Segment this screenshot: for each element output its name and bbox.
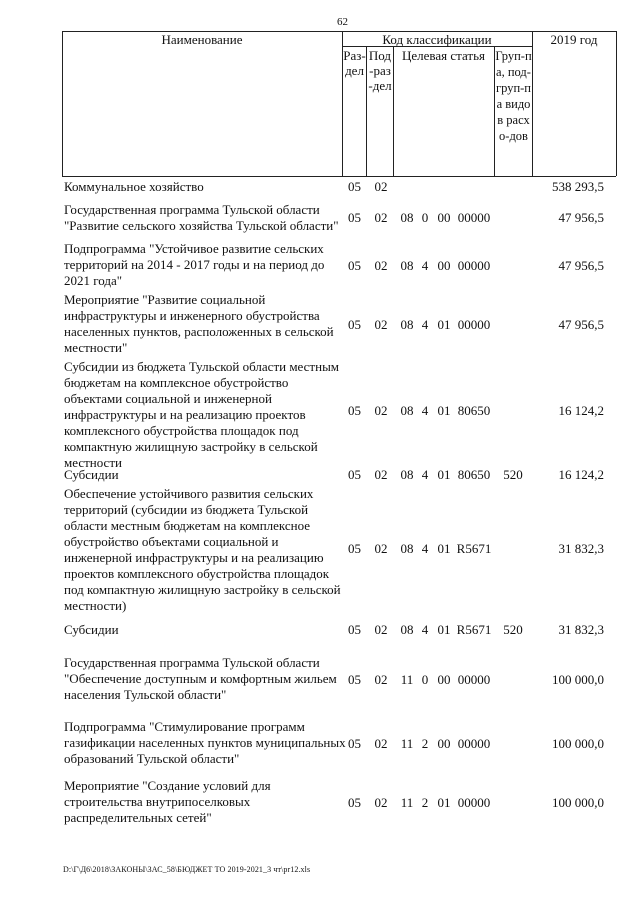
row-razdel: 05 [348,795,361,810]
row-razdel: 05 [348,672,361,687]
row-vr: 520 [503,467,523,482]
row-name: Обеспечение устойчивого развития сельских территорий (субсидии из бюджета Тульской области местным бюджетам на комплексное обустройство объектами социальной и инженерной инфраструктуры и на реализацию проектов комплексного обустройства площадок под компактную жилищную застройку в сельской местности) [64,486,341,613]
row-name: Коммунальное хозяйство [64,179,204,194]
row-cs-event: 01 [437,403,451,418]
header-divider-group [532,31,533,176]
row-razdel: 05 [348,622,361,637]
row-vr: 520 [503,622,523,637]
row-cs-program: 08 [400,541,414,556]
row-cs-subprogram: 4 [421,403,429,418]
row-podrazdel: 02 [374,467,388,482]
row-amount: 47 956,5 [558,317,604,332]
row-cs-event: 01 [437,467,451,482]
row-razdel: 05 [348,179,361,194]
row-cs-subprogram: 4 [421,467,429,482]
row-cs-subprogram: 4 [421,622,429,637]
row-cs-subprogram: 2 [421,736,429,751]
row-cs-program: 08 [400,317,414,332]
row-cs-subprogram: 4 [421,317,429,332]
row-cs-direction: 00000 [457,795,491,810]
row-cs-direction: 80650 [457,403,491,418]
row-cs-subprogram: 4 [421,258,429,273]
row-amount: 47 956,5 [558,258,604,273]
row-cs-direction: 00000 [457,258,491,273]
row-cs-direction: 00000 [457,210,491,225]
row-podrazdel: 02 [374,736,388,751]
header-target: Целевая статья [401,48,485,63]
row-amount: 47 956,5 [558,210,604,225]
row-razdel: 05 [348,210,361,225]
page-number: 62 [337,16,348,28]
row-cs-program: 11 [400,795,414,810]
row-cs-direction: 00000 [457,736,491,751]
row-name: Государственная программа Тульской области "Развитие сельского хозяйства Тульской области" [64,202,339,233]
row-podrazdel: 02 [374,541,388,556]
header-name: Наименование [161,32,243,47]
file-path-footer: D:\Г\Д6\2018\ЗАКОНЫ\ЗАС_58\БЮДЖЕТ ТО 2019-2021_3 чт\pr12.xls [63,865,311,874]
row-name: Субсидии из бюджета Тульской области местным бюджетам на комплексное обустройство объектами социальной и инженерной инфраструктуры и на реализацию проектов комплексного обустройства площадок под компактную жилищную застройку в сельской местности [64,359,340,470]
row-cs-program: 08 [400,467,414,482]
header-razdel: Раз-дел [343,48,366,78]
row-podrazdel: 02 [374,258,388,273]
row-amount: 31 832,3 [558,622,604,637]
row-cs-program: 08 [400,210,414,225]
row-razdel: 05 [348,736,361,751]
header-code-group: Код классификации [382,32,492,47]
row-amount: 16 124,2 [558,403,604,418]
row-amount: 100 000,0 [552,736,604,751]
row-cs-subprogram: 2 [421,795,429,810]
row-cs-event: 00 [437,258,451,273]
row-cs-event: 00 [437,672,451,687]
header-right-border [616,31,617,176]
row-name: Мероприятие "Создание условий для строительства внутрипоселковых распределительных сетей" [64,778,271,825]
row-name: Государственная программа Тульской области "Обеспечение доступным и комфортным жильем населения Тульской области" [64,655,337,702]
row-podrazdel: 02 [374,179,388,194]
row-podrazdel: 02 [374,403,388,418]
row-cs-subprogram: 0 [421,672,429,687]
header-divider-podrazdel [393,46,394,176]
header-group: Груп-па, под-груп-па видов расхо-дов [495,49,532,143]
row-cs-program: 08 [400,622,414,637]
row-name: Мероприятие "Развитие социальной инфраструктуры и инженерного обустройства населенных пунктов, расположенных в сельской местности" [64,292,334,355]
row-name: Подпрограмма "Устойчивое развитие сельских территорий на 2014 - 2017 годы и на период до 2021 года" [64,241,325,288]
row-cs-event: 00 [437,210,451,225]
row-name: Субсидии [64,467,119,482]
row-razdel: 05 [348,403,361,418]
header-year: 2019 год [550,32,598,47]
row-razdel: 05 [348,541,361,556]
row-amount: 538 293,5 [552,179,604,194]
row-amount: 31 832,3 [558,541,604,556]
row-podrazdel: 02 [374,622,388,637]
row-cs-subprogram: 4 [421,541,429,556]
row-name: Подпрограмма "Стимулирование программ газификации населенных пунктов муниципальных образований Тульской области" [64,719,346,766]
row-cs-event: 01 [437,622,451,637]
row-amount: 100 000,0 [552,672,604,687]
row-cs-program: 11 [400,736,414,751]
row-cs-direction: R5671 [456,622,492,637]
row-cs-event: 01 [437,541,451,556]
row-cs-direction: R5671 [456,541,492,556]
row-podrazdel: 02 [374,317,388,332]
row-cs-event: 01 [437,795,451,810]
row-cs-program: 08 [400,403,414,418]
row-podrazdel: 02 [374,210,388,225]
row-podrazdel: 02 [374,795,388,810]
row-cs-event: 01 [437,317,451,332]
row-cs-direction: 80650 [457,467,491,482]
header-left-border [62,31,63,176]
row-name: Субсидии [64,622,119,637]
row-cs-subprogram: 0 [421,210,429,225]
row-razdel: 05 [348,258,361,273]
header-podrazdel: Под-раз-дел [368,48,392,93]
row-razdel: 05 [348,467,361,482]
row-cs-direction: 00000 [457,317,491,332]
header-bottom-border [62,176,616,177]
row-podrazdel: 02 [374,672,388,687]
row-cs-direction: 00000 [457,672,491,687]
row-razdel: 05 [348,317,361,332]
row-amount: 16 124,2 [558,467,604,482]
row-cs-program: 11 [400,672,414,687]
row-amount: 100 000,0 [552,795,604,810]
row-cs-program: 08 [400,258,414,273]
row-cs-event: 00 [437,736,451,751]
